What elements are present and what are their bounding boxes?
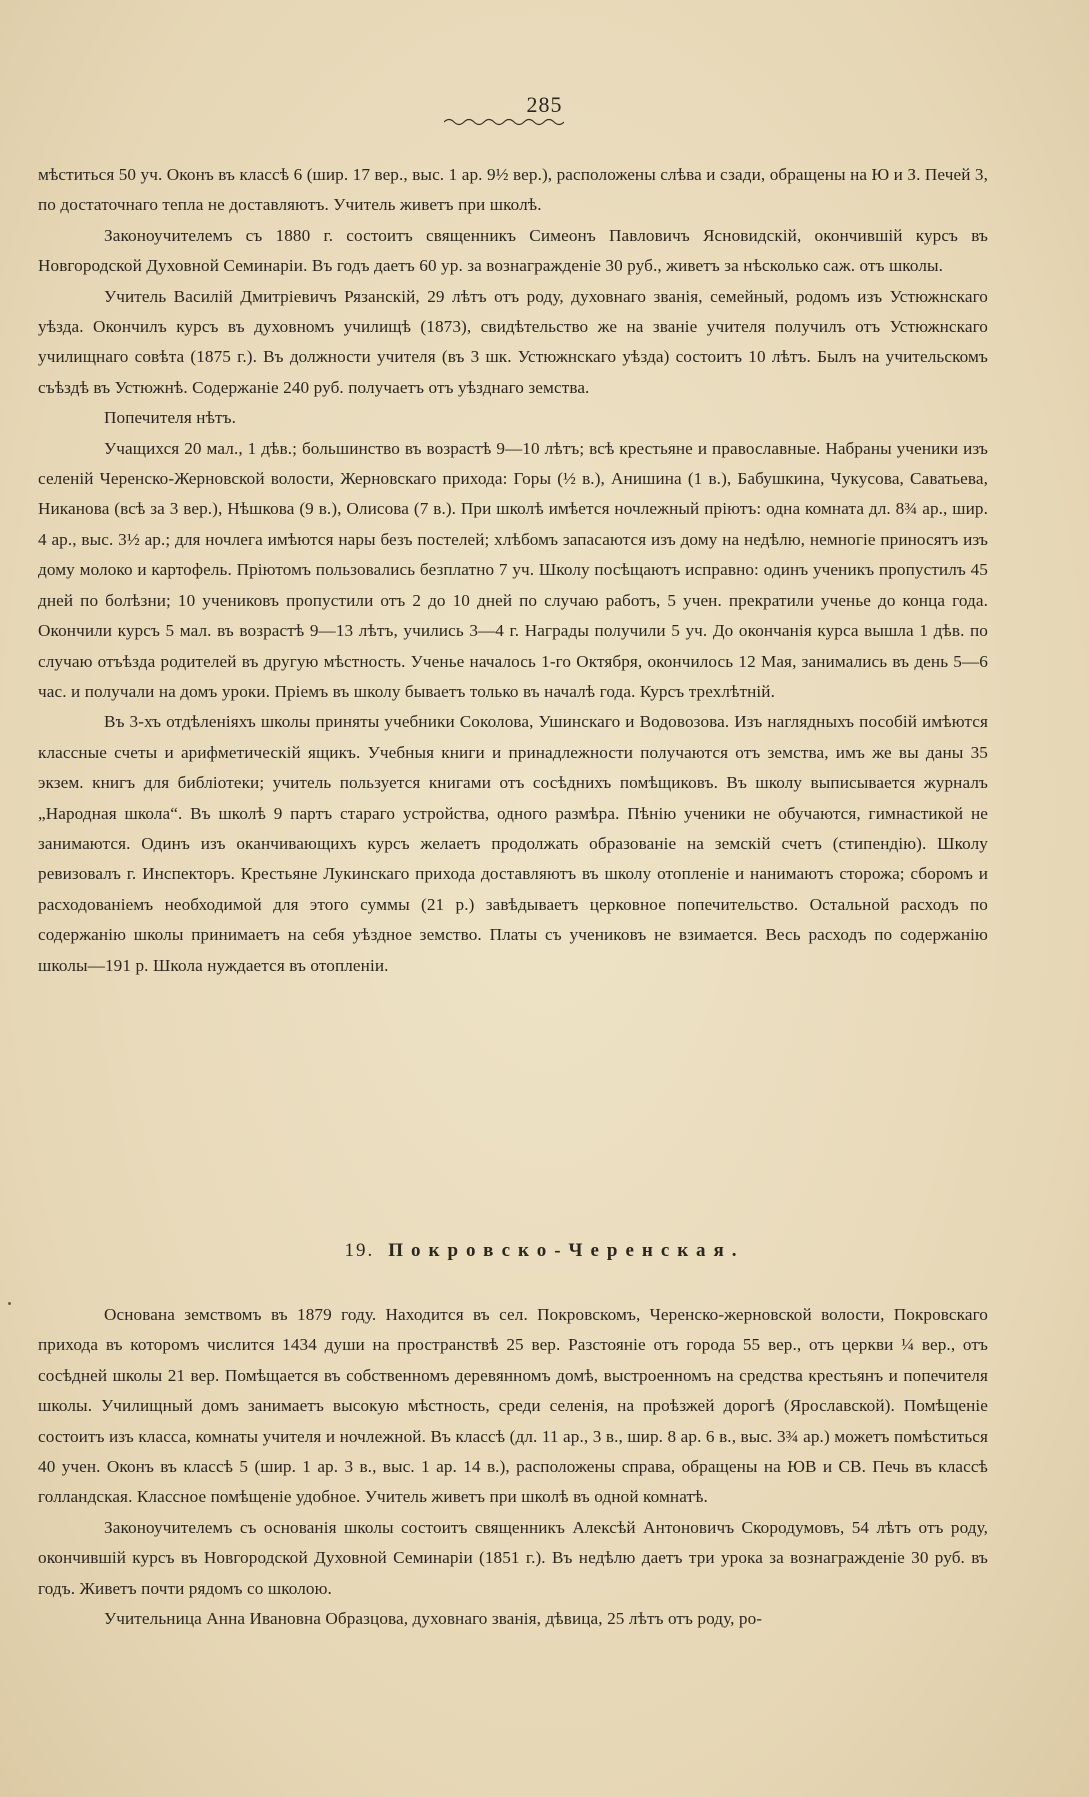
section-heading [0, 1240, 1089, 1262]
paragraph: Законоучителемъ съ 1880 г. состоитъ священникъ Симеонъ Павловичъ Ясновидскій, окончившій курсъ въ Новгородской Духовной Семинаріи. Въ годъ даетъ 60 ур. за вознагражденіе 30 руб., живетъ за нѣсколько саж. отъ школы. [38, 225, 988, 276]
section-title: Покровско-Черенская. [388, 1240, 745, 1261]
paragraph: Учащихся 20 мал., 1 дѣв.; большинство въ возрастѣ 9—10 лѣтъ; всѣ крестьяне и православные. Набраны ученики изъ селеній Черенско-Жерновской волости, Жерновскаго прихода: Горы (½ в.), Анишина (1 в.), Бабушкина, Чукусова, Саватьева, Никанова (всѣ за 3 вер.), Нѣшкова (9 в.), Олисова (7 в.). При школѣ имѣется ночлежный пріютъ: одна комната дл. 8¾ ар., шир. 4 ар., выс. 3½ ар.; для ночлега имѣются нары безъ постелей; хлѣбомъ запасаются изъ дому на недѣлю, немногіе приносятъ изъ дому молоко и картофель. Пріютомъ пользовались безплатно 7 уч. Школу посѣщаютъ исправно: одинъ ученикъ пропустилъ 45 дней по болѣзни; 10 учениковъ пропустили отъ 2 до 10 дней по случаю работъ, 5 учен. прекратили ученье до конца года. Окончили курсъ 5 мал. въ возрастѣ 9—13 лѣтъ, учились 3—4 г. Награды получили 5 уч. До окончанія курса вышла 1 дѣв. по случаю отъѣзда родителей въ другую мѣстность. Ученье началось 1-го Октября, окончилось 12 Мая, занимались въ день 5—6 час. и получали на домъ уроки. Пріемъ въ школу бываетъ только въ началѣ года. Курсъ трехлѣтній. [38, 438, 988, 701]
ornament-divider [444, 116, 564, 128]
paragraph: Въ 3-хъ отдѣленіяхъ школы приняты учебники Соколова, Ушинскаго и Водовозова. Изъ наглядныхъ пособій имѣются классные счеты и арифметическій ящикъ. Учебныя книги и принадлежности получаются отъ земства, имъ же вы даны 35 экзем. книгъ для библіотеки; учитель пользуется книгами отъ сосѣднихъ помѣщиковъ. Въ школу выписывается журналъ „Народная школа“. Въ школѣ 9 партъ стараго устройства, одного размѣра. Пѣнію ученики не обучаются, гимнастикой не занимаются. Одинъ изъ оканчивающихъ курсъ желаетъ продолжать образованіе на земскій счетъ (стипендію). Школу ревизовалъ г. Инспекторъ. Крестьяне Лукинскаго прихода доставляютъ въ школу отопленіе и нанимаютъ сторожа; сборомъ и расходованіемъ необходимой для этого суммы (21 р.) завѣдываетъ церковное попечительство. Остальной расходъ по содержанію школы принимаетъ на себя уѣздное земство. Платы съ учениковъ не взимается. Весь расходъ по содержанію школы—191 р. Школа нуждается въ отопленіи. [38, 712, 988, 975]
margin-mark [8, 1302, 11, 1305]
paragraph: мѣститься 50 уч. Оконъ въ классѣ 6 (шир. 17 вер., выс. 1 ар. 9½ вер.), расположены слѣва и сзади, обращены на Ю и З. Печей 3, по достаточнаго тепла не доставляютъ. Учитель живетъ при школѣ. [38, 165, 988, 215]
section-1-text [38, 160, 988, 981]
paragraph: Законоучителемъ съ основанія школы состоитъ священникъ Алексѣй Антоновичъ Скородумовъ, 54 лѣтъ отъ роду, окончившій курсъ въ Новгородской Духовной Семинаріи (1851 г.). Въ недѣлю даетъ три урока за вознагражденіе 30 руб. въ годъ. Живетъ почти рядомъ со школою. [38, 1517, 988, 1598]
paragraph: Попечителя нѣтъ. [104, 408, 236, 428]
section-2-text [38, 1300, 988, 1634]
paragraph: Основана земствомъ въ 1879 году. Находится въ сел. Покровскомъ, Черенско-жерновской волости, Покровскаго прихода въ которомъ числится 1434 души на пространствѣ 25 вер. Разстояніе отъ города 55 вер., отъ церкви ¼ вер., отъ сосѣдней школы 21 вер. Помѣщается въ собственномъ деревянномъ домѣ, выстроенномъ на средства крестьянъ и попечителя школы. Училищный домъ занимаетъ высокую мѣстность, среди селенія, на проѣзжей дорогѣ (Ярославской). Помѣщеніе состоитъ изъ класса, комнаты учителя и ночлежной. Въ классѣ (дл. 11 ар., 3 в., шир. 8 ар. 6 в., выс. 3¾ ар.) можетъ помѣститься 40 учен. Оконъ въ классѣ 5 (шир. 1 ар. 3 в., выс. 1 ар. 14 в.), расположены справа, обращены на ЮВ и СВ. Печь въ классѣ голландская. Классное помѣщеніе удобное. Учитель живетъ при школѣ въ одной комнатѣ. [38, 1305, 988, 1507]
section-number: 19. [344, 1240, 375, 1261]
paragraph: Учительница Анна Ивановна Образцова, духовнаго званія, дѣвица, 25 лѣтъ отъ роду, ро- [104, 1609, 763, 1629]
paragraph: Учитель Василій Дмитріевичъ Рязанскій, 29 лѣтъ отъ роду, духовнаго званія, семейный, родомъ изъ Устюжнскаго уѣзда. Окончилъ курсъ въ духовномъ училищѣ (1873), свидѣтельство же на званіе учителя получилъ отъ Устюжнскаго училищнаго совѣта (1875 г.). Въ должности учителя (въ 3 шк. Устюжнскаго уѣзда) состоитъ 10 лѣтъ. Былъ на учительскомъ съѣздѣ въ Устюжнѣ. Содержаніе 240 руб. получаетъ отъ уѣзднаго земства. [38, 286, 988, 397]
page-number: 285 [526, 92, 563, 117]
